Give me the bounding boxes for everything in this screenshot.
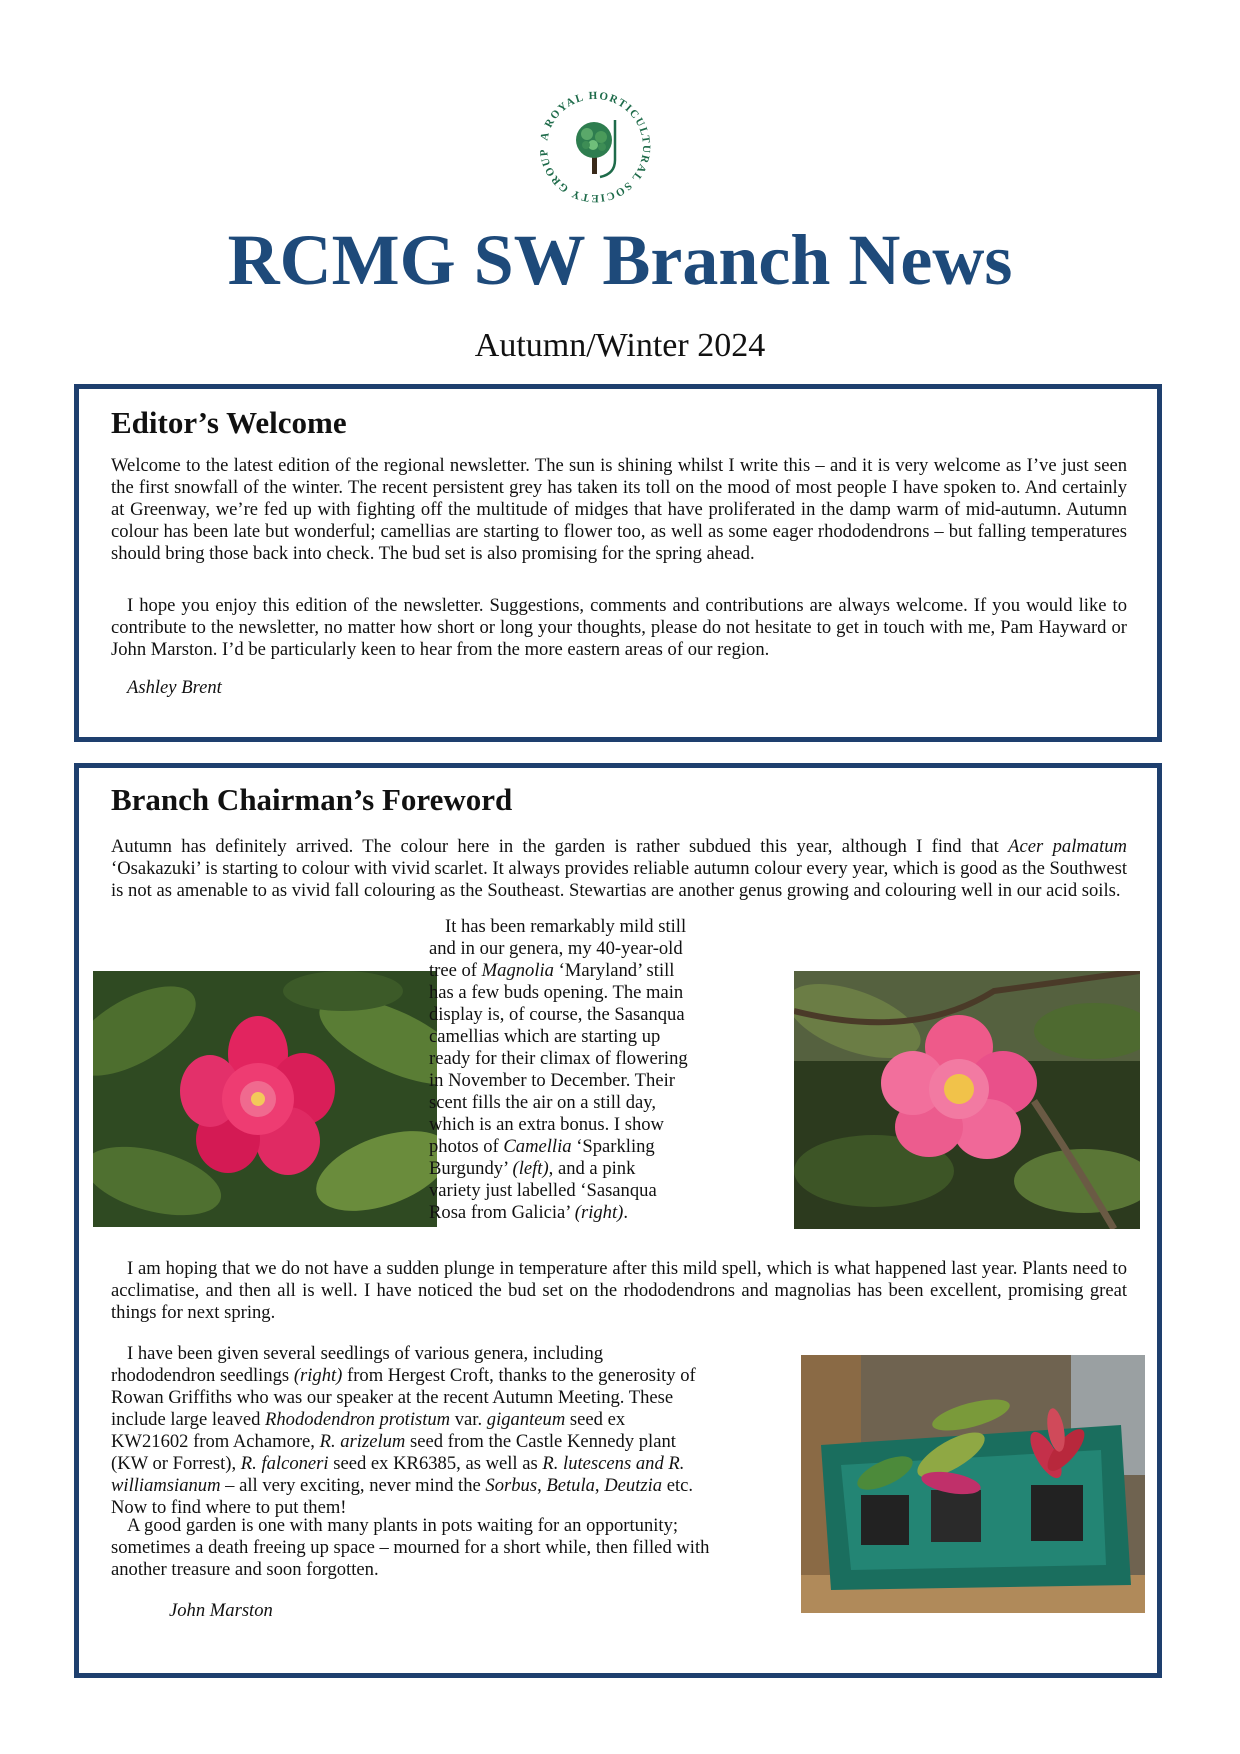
edition-subtitle: Autumn/Winter 2024: [474, 327, 766, 364]
chairman-paragraph-4: I have been given several seedlings of various genera, including rhododendron seedlings (right) from Hergest Croft, thanks to the generosity of Rowan Griffiths who was our speaker at the recent Autumn Meeting. These include large leaved Rhododendron protistum var. giganteum seed ex KW21602 from Achamore, R. arizelum seed from the Castle Kennedy plant (KW or Forrest), R. falconeri seed ex KR6385, as well as R. lutescens and R. williamsianum – all very exciting, never mind the Sorbus, Betula, Deutzia etc. Now to find where to put them!: [111, 1343, 696, 1518]
section-heading: Editor’s Welcome: [111, 405, 347, 440]
logo-ring-text: A ROYAL HORTICULTURAL SOCIETY GROUP: [537, 89, 653, 205]
chairman-signature: John Marston: [169, 1600, 273, 1621]
tree-icon: [576, 120, 615, 177]
chairman-paragraph-3: I am hoping that we do not have a sudden plunge in temperature after this mild spell, which is what happened last year. Plants need to acclimatise, and then all is well. I have noticed the bud set on the rhododendrons and magnolias has been excellent, promising great things for next spring.: [111, 1258, 1127, 1323]
camellia-sasanqua-rosa-photo: [794, 971, 1140, 1229]
chairmans-foreword-section: [74, 763, 1162, 1678]
rhododendron-seedlings-photo: [801, 1355, 1145, 1613]
chairman-paragraph-2: It has been remarkably mild still and in our genera, my 40-year-old tree of Magnolia ‘Maryland’ still has a few buds opening. The main display is, of course, the Sasanqua camellias which are starting up ready for their climax of flowering in November to December. Their scent fills the air on a still day, which is an extra bonus. I show photos of Camellia ‘Sparkling Burgundy’ (left), and a pink variety just labelled ‘Sasanqua Rosa from Galicia’ (right).: [429, 916, 688, 1223]
camellia-sparkling-burgundy-photo: [93, 971, 437, 1227]
rhs-group-logo: [530, 82, 660, 212]
editor-paragraph-2: I hope you enjoy this edition of the newsletter. Suggestions, comments and contributions are always welcome. If you would like to contribute to the newsletter, no matter how short or long your thoughts, please do not hesitate to get in touch with me, Pam Hayward or John Marston. I’d be particularly keen to hear from the more eastern areas of our region.: [111, 595, 1127, 660]
editor-paragraph-1: Welcome to the latest edition of the regional newsletter. The sun is shining whilst I write this – and it is very welcome as I’ve just seen the first snowfall of the winter. The recent persistent grey has taken its toll on the mood of most people I have spoken to. And certainly at Greenway, we’re fed up with fighting off the multitude of midges that have proliferated in the damp warm of mid-autumn. Autumn colour has been late but wonderful; camellias are starting to flower too, as well as some eager rhododendrons – but falling temperatures should bring those back into check. The bud set is also promising for the spring ahead.: [111, 455, 1127, 564]
newsletter-title: RCMG SW Branch News: [227, 220, 1013, 300]
editor-signature: Ashley Brent: [127, 677, 222, 698]
editors-welcome-section: [74, 384, 1162, 742]
chairman-paragraph-1: Autumn has definitely arrived. The colour here in the garden is rather subdued this year, although I find that Acer palmatum ‘Osakazuki’ is starting to colour with vivid scarlet. It always provides reliable autumn colour every year, which is good as the Southwest is not as amenable to as vivid fall colouring as the Southeast. Stewartias are another genus growing and colouring well in our acid soils.: [111, 836, 1127, 901]
section-heading: Branch Chairman’s Foreword: [111, 782, 513, 817]
chairman-paragraph-5: A good garden is one with many plants in pots waiting for an opportunity; sometimes a death freeing up space – mourned for a short while, then filled with another treasure and soon forgotten.: [111, 1515, 710, 1580]
